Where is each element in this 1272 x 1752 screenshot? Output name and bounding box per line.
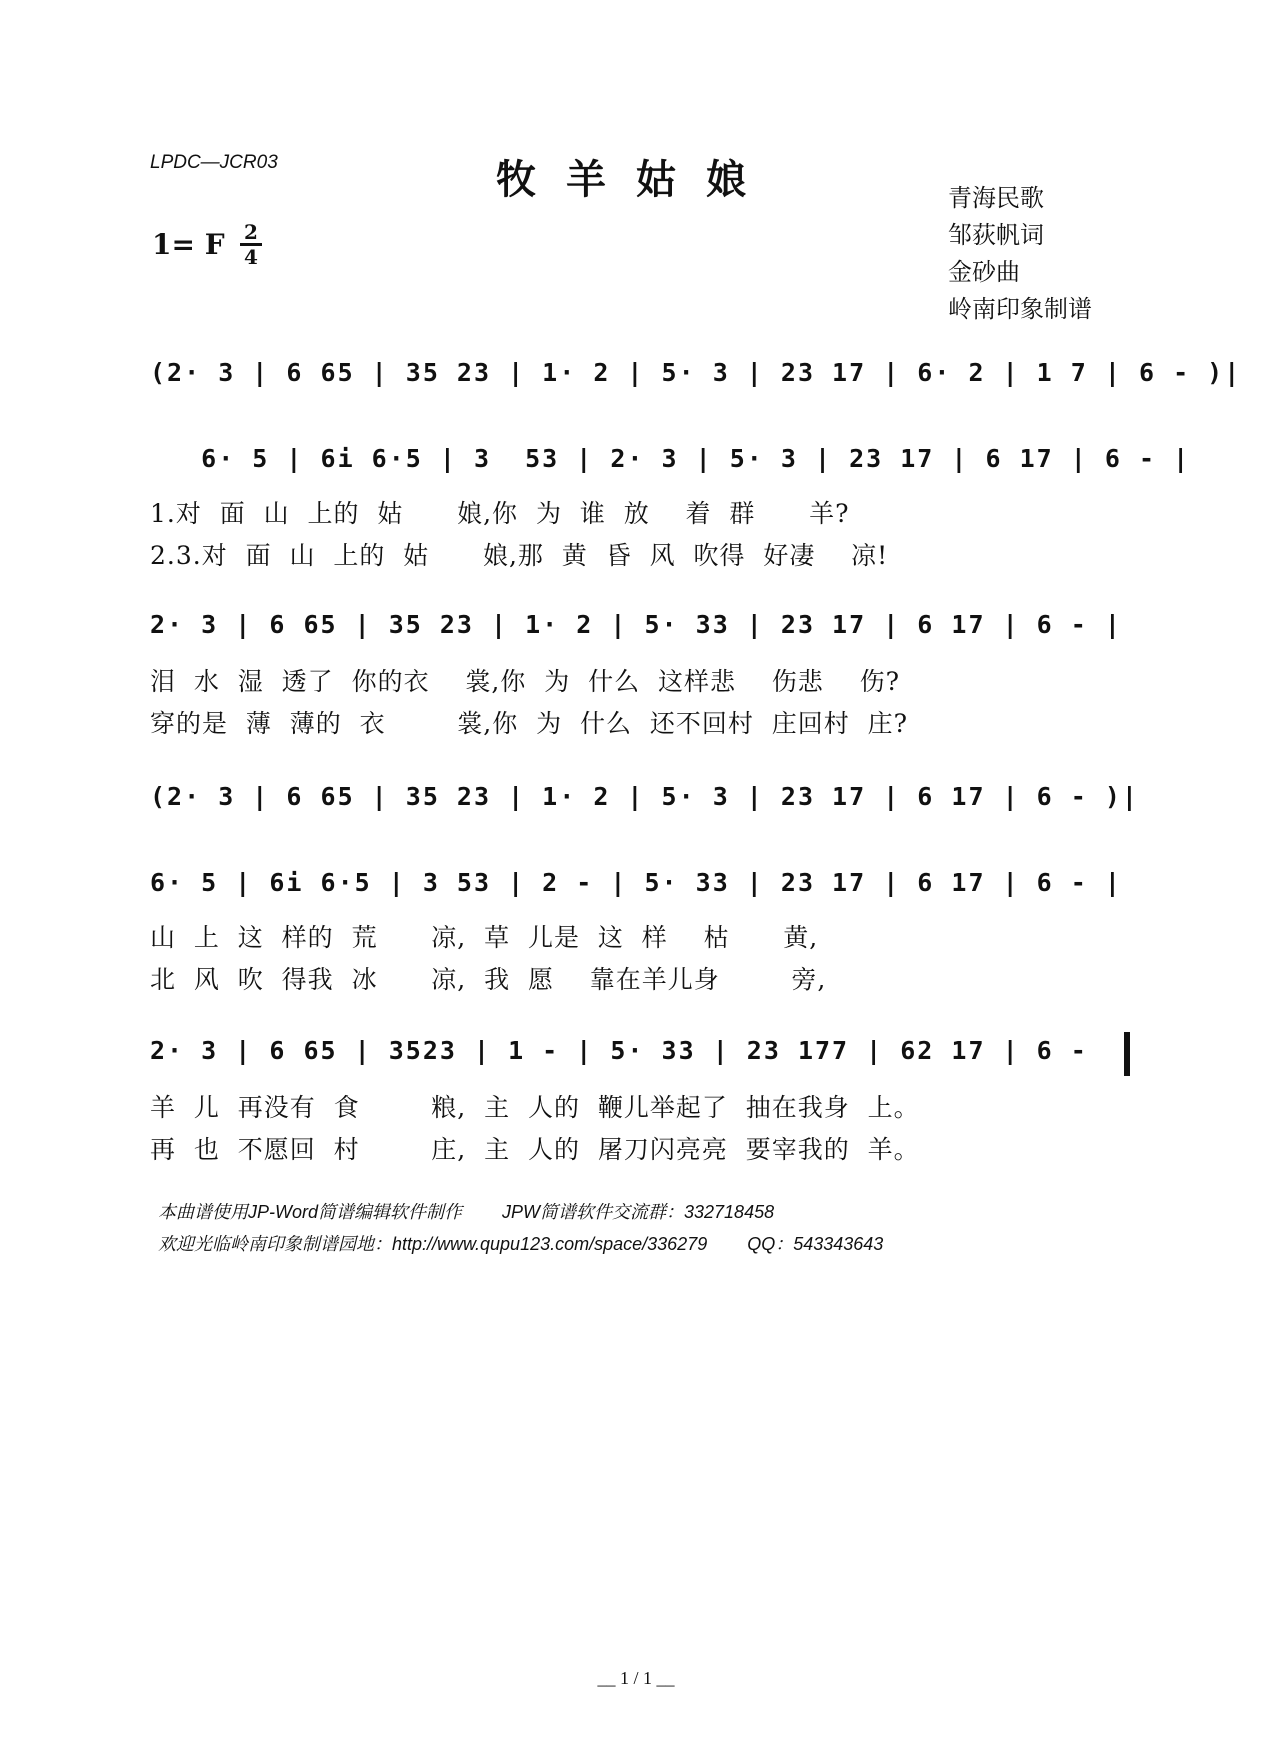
- time-bottom: 4: [244, 245, 258, 269]
- lyric-line: 2.3.对 面 山 上的 姑 娘,那 黄 昏 风 吹得 好凄 凉!: [150, 541, 889, 570]
- notation-line: (2· 3 | 6 65 | 35 23 | 1· 2 | 5· 3 | 23 17 | 6 17 | 6 - )|: [150, 782, 1139, 811]
- lyric-line: 穿的是 薄 薄的 衣 裳,你 为 什么 还不回村 庄回村 庄?: [150, 709, 909, 738]
- notation-line: 6· 5 | 6i 6·5 | 3 53 | 2· 3 | 5· 3 | 23 17 | 6 17 | 6 - |: [150, 444, 1191, 473]
- final-barline: [1124, 1032, 1130, 1076]
- page-number: __ 1 / 1 __: [597, 1668, 675, 1688]
- score-line: [0, 610, 1272, 670]
- time-signature: [240, 222, 262, 267]
- lyric-line: 羊 儿 再没有 食 粮, 主 人的 鞭儿举起了 抽在我身 上。: [150, 1093, 920, 1122]
- footer-line: 本曲谱使用JP-Word简谱编辑软件制作 JPW简谱软件交流群：332718458: [158, 1202, 775, 1222]
- credits: [948, 180, 1092, 328]
- score-line-intro: [0, 358, 1272, 418]
- song-title: 牧羊姑娘: [496, 156, 776, 203]
- credit-line: 岭南印象制谱: [948, 295, 1092, 323]
- credit-line: 金砂曲: [948, 258, 1020, 286]
- footer-line: 欢迎光临岭南印象制谱园地：http://www.qupu123.com/space/336279 QQ：543343643: [158, 1234, 884, 1254]
- credit-line: 邹荻帆词: [948, 221, 1044, 249]
- lyric-line: 泪 水 湿 透了 你的衣 裳,你 为 什么 这样悲 伤悲 伤?: [150, 667, 900, 696]
- notation-line: 2· 3 | 6 65 | 35 23 | 1· 2 | 5· 33 | 23 17 | 6 17 | 6 - |: [150, 610, 1122, 639]
- lyric-line: 再 也 不愿回 村 庄, 主 人的 屠刀闪亮亮 要宰我的 羊。: [150, 1135, 920, 1164]
- lyric-line: 北 风 吹 得我 冰 凉, 我 愿 靠在羊儿身 旁,: [150, 965, 827, 994]
- notation-line: (2· 3 | 6 65 | 35 23 | 1· 2 | 5· 3 | 23 17 | 6· 2 | 1 7 | 6 - )|: [150, 358, 1242, 387]
- lyric-line: 山 上 这 样的 荒 凉, 草 儿是 这 样 枯 黄,: [150, 923, 819, 952]
- lyric-line: 1.对 面 山 上的 姑 娘,你 为 谁 放 着 群 羊?: [150, 499, 850, 528]
- score-code: LPDC—JCR03: [150, 152, 278, 173]
- notation-line: 6· 5 | 6i 6·5 | 3 53 | 2 - | 5· 33 | 23 17 | 6 17 | 6 - |: [150, 868, 1122, 897]
- time-top: 2: [244, 220, 258, 244]
- credit-line: 青海民歌: [948, 184, 1044, 212]
- score-line-final: [0, 1036, 1272, 1096]
- score-line-interlude: [0, 782, 1272, 842]
- key-signature: 1= F: [152, 228, 225, 261]
- notation-line: 2· 3 | 6 65 | 3523 | 1 - | 5· 33 | 23 177 | 62 17 | 6 -: [150, 1036, 1088, 1065]
